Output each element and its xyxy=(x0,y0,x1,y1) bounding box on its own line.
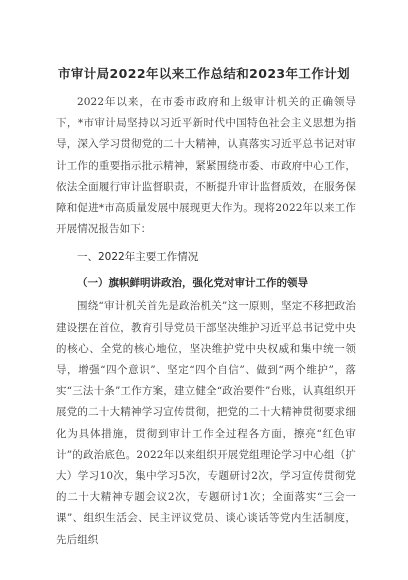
section-heading: 一、2022年主要工作情况 xyxy=(77,251,199,264)
document-body xyxy=(56,92,356,551)
subsection-paragraph: 围绕“审计机关首先是政治机关”这一原则，坚定不移把政治建设摆在首位，教育引导党员干部坚决维护习近平总书记党中央的核心、全党的核心地位，坚决维护党中央权威和集中统一领导，增强“四个意识”、坚定“四个自信”、做到“两个维护”，落实“三法十条”工作方案，建立健全“政治要件”台账，认真组织开展党的二十大精神学习宣传贯彻，把党的二十大精神贯彻要求细化为具体措施，贯彻到审计工作全过程各方面，擦亮“红色审计”的政治底色。2022年以来组织开展党组理论学习中心组（扩大）学习10次，集中学习5次，专题研讨2次，学习宣传贯彻党的二十大精神专题会议2次，专题研讨1次；全面落实“三会一课”、组织生活会、民主评议党员、谈心谈话等党内生活制度，先后组织 xyxy=(56,300,356,546)
intro-paragraph: 2022年以来，在市委市政府和上级审计机关的正确领导下，*市审计局坚持以习近平新时代中国特色社会主义思想为指导，深入学习贯彻党的二十大精神，认真落实习近平总书记对审计工作的重要指示批示精神，紧紧围绕市委、市政府中心工作，依法全面履行审计监督职责，不断提升审计监督质效，在服务保障和促进*市高质量发展中展现更大作为。现将2022年以来工作开展情况报告如下： xyxy=(56,96,356,236)
document-title: 市审计局2022年以来工作总结和2023年工作计划 xyxy=(57,66,351,81)
subsection-heading: （一）旗帜鲜明讲政治，强化党对审计工作的领导 xyxy=(77,277,308,290)
